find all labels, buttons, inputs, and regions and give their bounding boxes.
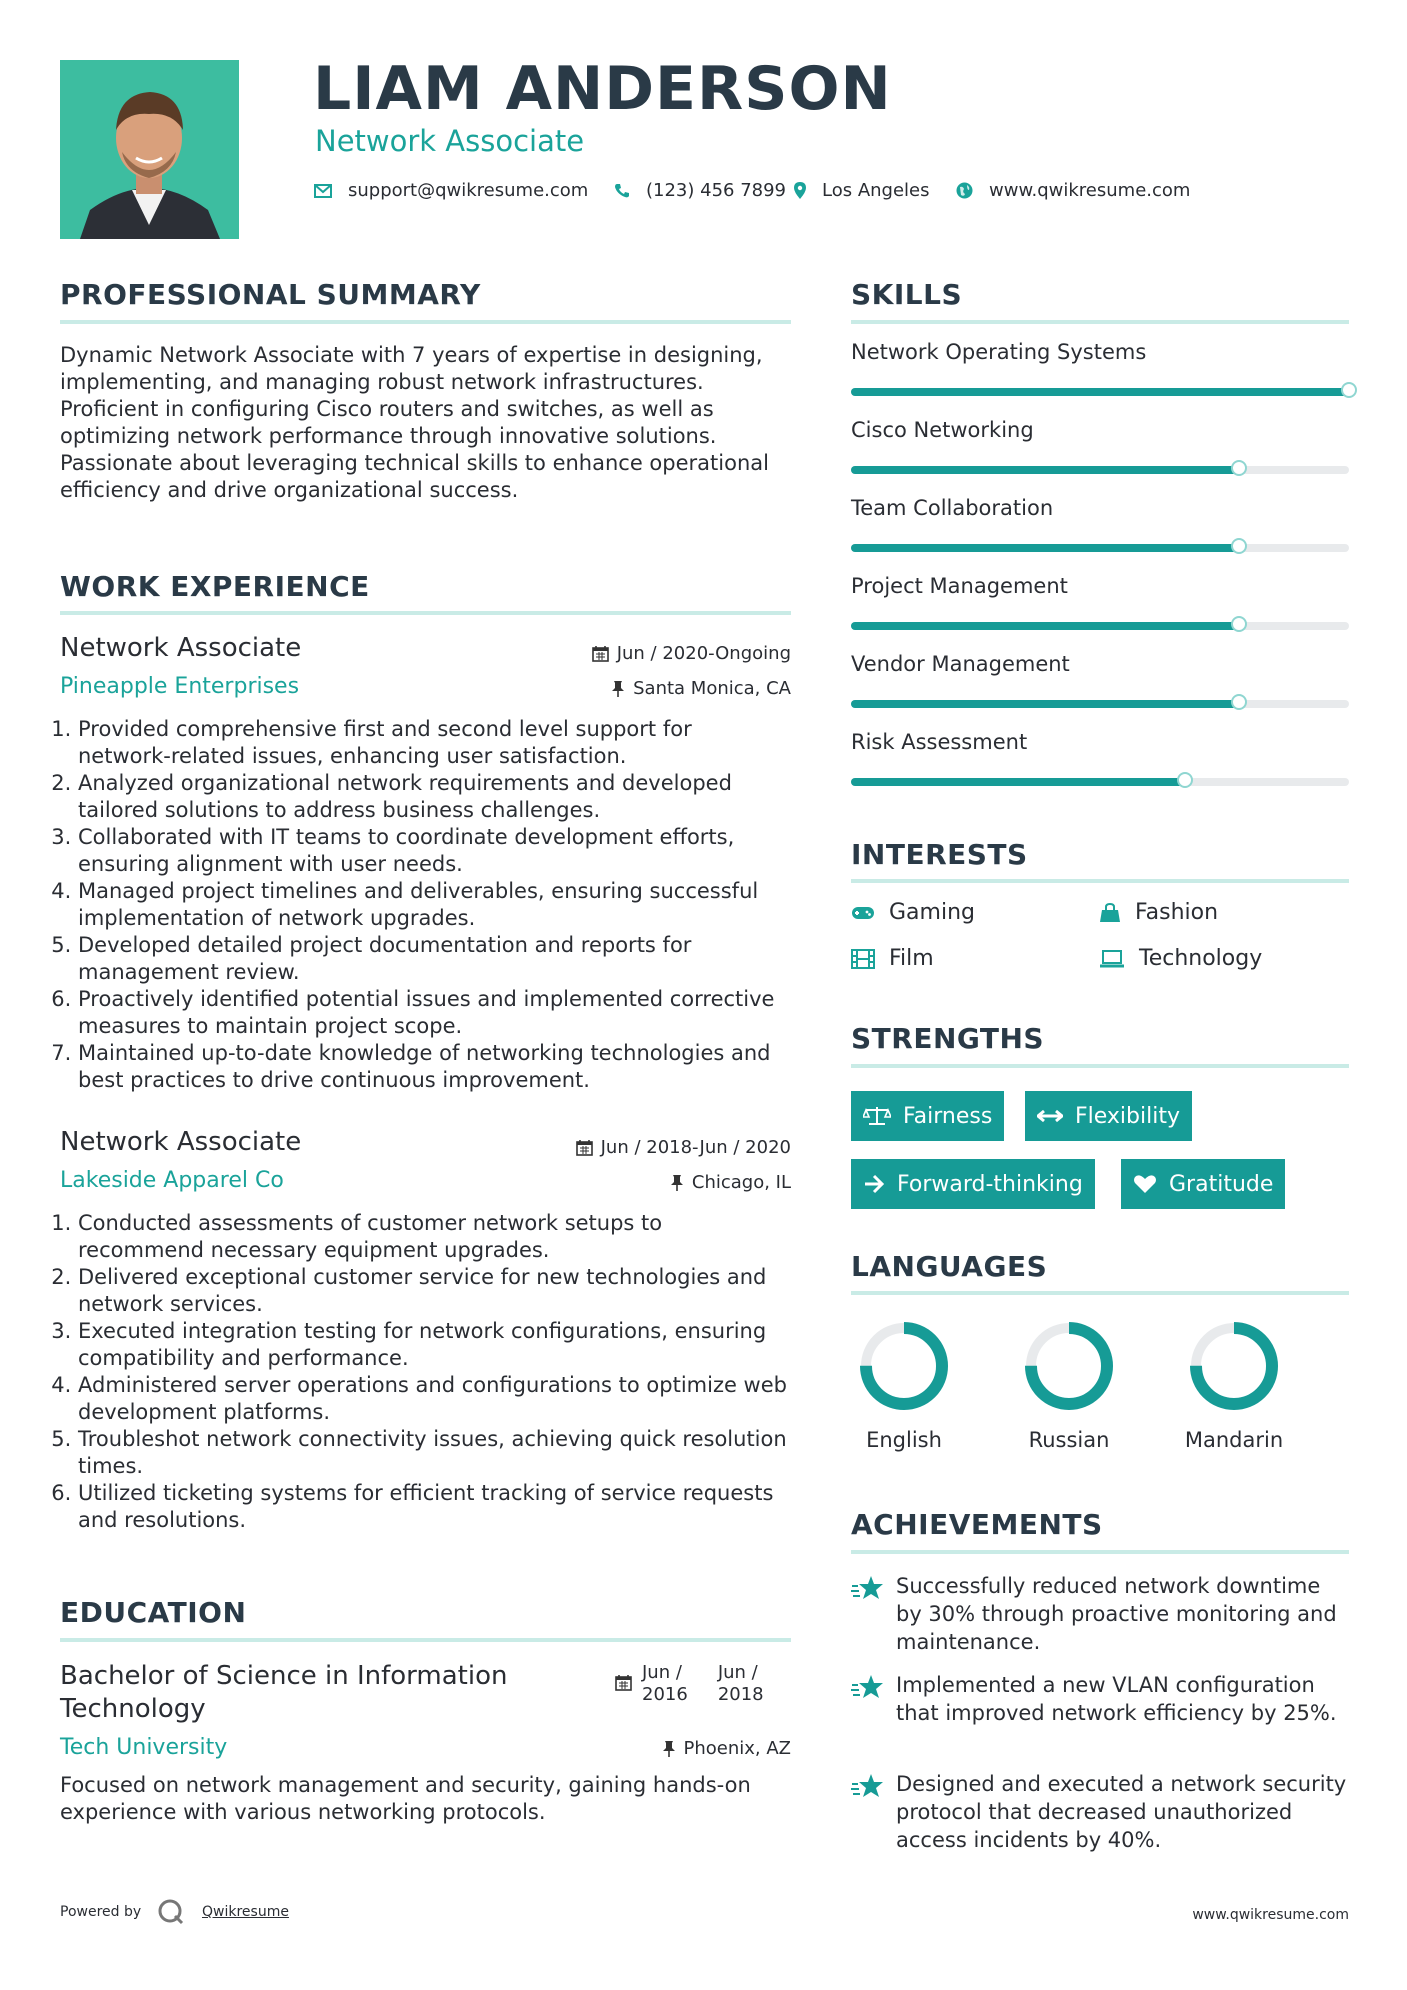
interest-film: Film [851,946,934,971]
job-location: Santa Monica, CA [611,678,791,699]
skill-track [851,622,1349,630]
contact-website[interactable] [956,180,1190,201]
job-bullet: 4. Managed project timelines and deliverables, ensuring successful implementation of network upgrades. [78,878,791,932]
education-description: Focused on network management and security, gaining hands-on experience with various networking protocols. [60,1773,751,1824]
calendar-icon [615,1674,632,1691]
film-icon [851,949,875,969]
skill-track [851,544,1349,552]
skill-track [851,700,1349,708]
skills-heading: SKILLS [851,278,963,311]
arrows-horizontal-icon [1037,1109,1063,1123]
contact-location [794,180,930,201]
job-bullet: 7. Maintained up-to-date knowledge of networking technologies and best practices to drive continuous improvement. [78,1040,791,1094]
skill-label: Risk Assessment [851,730,1028,754]
job-bullet: 5. Developed detailed project documentation and reports for management review. [78,932,791,986]
skill-item [851,496,1349,520]
interests-divider [851,879,1349,883]
language-item [1181,1318,1311,1452]
job-bullets [60,1210,791,1534]
experience-divider [60,611,791,615]
achievement-text: Designed and executed a network security protocol that decreased unauthorized access incidents by 40%. [896,1772,1347,1852]
powered-by-label: Powered by [60,1904,142,1920]
interest-gaming: Gaming [851,900,975,925]
contact-email[interactable] [314,180,588,201]
email-text: support@qwikresume.com [348,180,589,201]
job-bullet: 4. Administered server operations and configurations to optimize web development platforms. [78,1372,791,1426]
skill-fill [851,466,1239,474]
q-logo-icon [157,1898,185,1926]
bag-icon [1099,903,1121,923]
skill-knob [1231,538,1247,554]
skill-knob [1231,616,1247,632]
languages-heading: LANGUAGES [851,1250,1048,1283]
phone-text: (123) 456 7899 [646,180,787,201]
company-name: Pineapple Enterprises [60,674,300,699]
summary-text: Dynamic Network Associate with 7 years of expertise in designing, implementing, and managing robust network infrastructures. Proficient in configuring Cisco routers and switches, as well as optimizing network performance through innovative solutions. Passionate about leveraging technical skills to enhance operational efficiency and drive organizational success. [60,343,769,502]
achievements-divider [851,1550,1349,1554]
shooting-star-icon [851,1772,885,1800]
footer-website[interactable]: www.qwikresume.com [1192,1907,1349,1923]
skill-knob [1177,772,1193,788]
summary-divider [60,320,791,324]
skill-knob [1231,694,1247,710]
languages-divider [851,1291,1349,1295]
language-label: Russian [1028,1428,1110,1452]
language-item [1016,1318,1146,1452]
education-dates [615,1662,764,1706]
job-bullet: 2. Delivered exceptional customer service for new technologies and network services. [78,1264,791,1318]
skill-item [851,340,1349,364]
job-bullet: 3. Collaborated with IT teams to coordinate development efforts, ensuring alignment with user needs. [78,824,791,878]
profile-photo [60,60,239,239]
skill-fill [851,622,1239,630]
language-item [851,1318,981,1452]
pin-icon [662,1740,676,1757]
job-bullet: 1. Conducted assessments of customer network setups to recommend necessary equipment upgrades. [78,1210,791,1264]
arrow-right-icon [863,1174,885,1194]
job-bullet: 5. Troubleshot network connectivity issues, achieving quick resolution times. [78,1426,791,1480]
calendar-icon [576,1139,593,1156]
education-location: Phoenix, AZ [662,1738,792,1759]
shooting-star-icon [851,1673,885,1701]
pin-icon [611,680,625,697]
skill-label: Project Management [851,574,1068,598]
qwikresume-logo [157,1898,185,1930]
interests-heading: INTERESTS [851,838,1028,871]
skill-label: Team Collaboration [851,496,1054,520]
strength-fairness: Fairness [851,1091,1004,1141]
contact-phone[interactable] [614,180,786,201]
job-bullet: 6. Utilized ticketing systems for efficient tracking of service requests and resolutions. [78,1480,791,1534]
job-bullet: 3. Executed integration testing for network configurations, ensuring compatibility and performance. [78,1318,791,1372]
candidate-name: LIAM ANDERSON [313,54,892,124]
language-ring [1181,1318,1311,1418]
job-bullets [60,716,791,1094]
skill-track [851,466,1349,474]
skill-knob [1341,382,1357,398]
balance-scale-icon [863,1106,891,1126]
map-marker-icon [794,182,806,199]
summary-heading: PROFESSIONAL SUMMARY [60,278,481,311]
skill-fill [851,388,1349,396]
gamepad-icon [851,905,875,921]
job-bullet: 1. Provided comprehensive first and second level support for network-related issues, enhancing user satisfaction. [78,716,791,770]
skills-divider [851,320,1349,324]
skill-fill [851,700,1239,708]
strengths-divider [851,1064,1349,1068]
globe-icon [956,182,973,199]
skill-track [851,388,1349,396]
qwikresume-link[interactable]: Qwikresume [202,1904,289,1920]
envelope-icon [314,184,332,198]
job-dates: Jun / 2020-Ongoing [592,643,791,664]
skill-label: Cisco Networking [851,418,1034,442]
language-label: English [866,1428,942,1452]
company-name: Lakeside Apparel Co [60,1168,284,1193]
skill-track [851,778,1349,786]
pin-icon [670,1174,684,1191]
job-title: Network Associate [60,1127,302,1157]
language-ring [1016,1318,1146,1418]
strength-gratitude: Gratitude [1121,1159,1285,1209]
achievement-text: Successfully reduced network downtime by 30% through proactive monitoring and maintenance. [896,1574,1337,1654]
website-text: www.qwikresume.com [989,180,1191,201]
skill-item [851,418,1349,442]
skill-item [851,574,1349,598]
job-title: Network Associate [60,633,302,663]
phone-icon [614,183,630,199]
location-text: Los Angeles [822,180,930,201]
skill-item [851,730,1349,754]
achievement-text: Implemented a new VLAN configuration that improved network efficiency by 25%. [896,1673,1337,1725]
degree-title: Bachelor of Science in Information Technology [60,1661,508,1724]
education-heading: EDUCATION [60,1596,247,1629]
job-dates: Jun / 2018-Jun / 2020 [576,1137,791,1158]
skill-label: Vendor Management [851,652,1070,676]
laptop-icon [1099,950,1125,968]
skill-knob [1231,460,1247,476]
heart-icon [1133,1174,1157,1194]
achievements-heading: ACHIEVEMENTS [851,1508,1103,1541]
interest-fashion: Fashion [1099,900,1218,925]
experience-heading: WORK EXPERIENCE [60,570,370,603]
language-label: Mandarin [1184,1428,1284,1452]
strength-forward-thinking: Forward-thinking [851,1159,1095,1209]
calendar-icon [592,645,609,662]
skill-fill [851,778,1185,786]
education-divider [60,1638,791,1642]
start-date: Jun / 2016 [642,1662,688,1705]
skill-fill [851,544,1239,552]
skill-item [851,652,1349,676]
interest-technology: Technology [1099,946,1262,971]
job-location: Chicago, IL [670,1172,791,1193]
strengths-heading: STRENGTHS [851,1022,1045,1055]
skill-label: Network Operating Systems [851,340,1147,364]
job-bullet: 2. Analyzed organizational network requirements and developed tailored solutions to address business challenges. [78,770,791,824]
job-bullet: 6. Proactively identified potential issues and implemented corrective measures to maintain project scope. [78,986,791,1040]
strength-flexibility: Flexibility [1025,1091,1192,1141]
shooting-star-icon [851,1574,885,1602]
candidate-title: Network Associate [315,124,585,158]
end-date: Jun / 2018 [717,1662,764,1705]
school-name: Tech University [60,1735,228,1760]
language-ring [851,1318,981,1418]
languages-list [851,1318,1349,1468]
